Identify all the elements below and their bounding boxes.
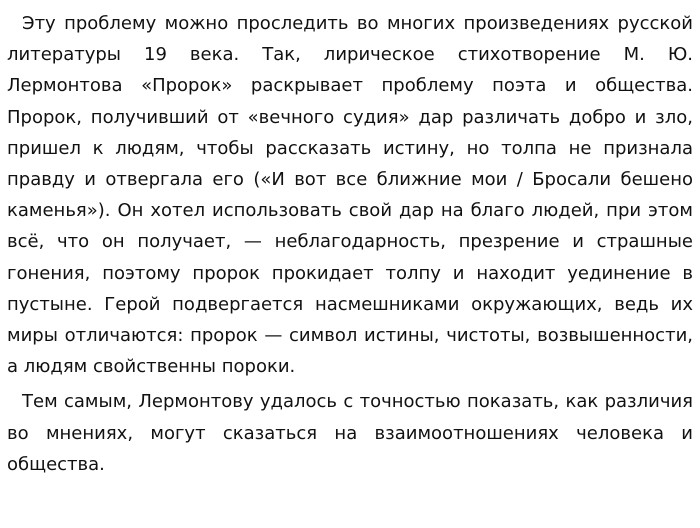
document-body <box>7 8 693 480</box>
paragraph-2: Тем самым, Лермонтову удалось с точностью показать, как различия во мнениях, могут сказаться на взаимоотношениях человека и общества. <box>7 391 693 475</box>
paragraph-1: Эту проблему можно проследить во многих произведениях русской литературы 19 века. Так, лирическое стихотворение М. Ю. Лермонтова «Пророк» раскрывает проблему поэта и общества. Пророк, получивший от «вечного судия» дар различать добро и зло, пришел к людям, чтобы рассказать истину, но толпа не признала правду и отвергала его («И вот все ближние мои / Бросали бешено каменья»). Он хотел использовать свой дар на благо людей, при этом всё, что он получает, — неблагодарность, презрение и страшные гонения, поэтому пророк прокидает толпу и находит уединение в пустыне. Герой подвергается насмешниками окружающих, ведь их миры отличаются: пророк — символ истины, чистоты, возвышенности, а людям свойственны пороки. <box>7 13 693 378</box>
